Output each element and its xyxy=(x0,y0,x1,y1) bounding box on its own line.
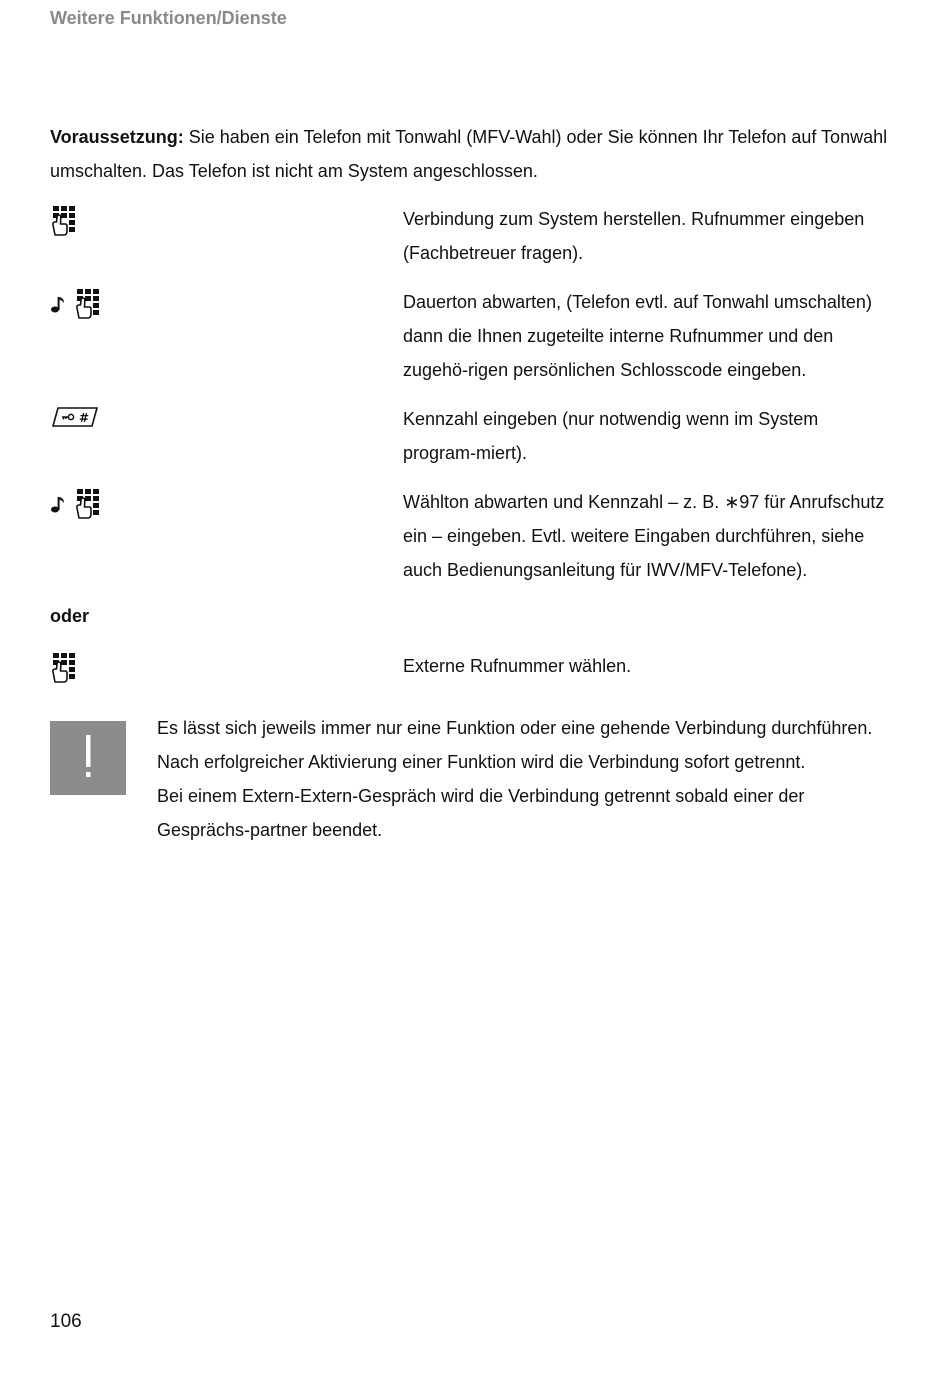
or-separator: oder xyxy=(50,606,90,626)
step-1-text: Verbindung zum System herstellen. Rufnummer eingeben (Fachbetreuer fragen). xyxy=(403,209,865,263)
step-2-icons xyxy=(50,288,106,320)
tone-note-icon xyxy=(50,494,66,514)
step-1-icons xyxy=(50,205,82,237)
note-line: Es lässt sich jeweils immer nur eine Funktion oder eine gehende Verbindung durchführen. xyxy=(157,718,873,738)
prerequisite-text: Sie haben ein Telefon mit Tonwahl (MFV-Wahl) oder Sie können Ihr Telefon auf Tonwahl umschalten. Das Telefon ist nicht am System angeschlossen. xyxy=(50,127,888,181)
tone-note-icon xyxy=(50,294,66,314)
note-box xyxy=(50,721,126,795)
alt-step-icons xyxy=(50,652,82,684)
prerequisite-label: Voraussetzung: xyxy=(50,127,184,147)
step-3-icons xyxy=(50,405,100,429)
key-hash-icon xyxy=(50,405,100,429)
note-line: Nach erfolgreicher Aktivierung einer Funktion wird die Verbindung sofort getrennt. xyxy=(157,752,806,772)
prerequisite-paragraph xyxy=(50,120,900,188)
step-4-text: Wählton abwarten und Kennzahl – z. B. ∗97 für Anrufschutz ein – eingeben. Evtl. weitere Eingaben durchführen, siehe auch Bedienungsanleitung für IWV/MFV-Telefone). xyxy=(403,492,885,580)
keypad-icon xyxy=(50,205,82,237)
step-2-text: Dauerton abwarten, (Telefon evtl. auf Tonwahl umschalten) dann die Ihnen zugeteilte interne Rufnummer und den zugehö-rigen persönlichen Schlosscode eingeben. xyxy=(403,292,872,380)
page-number: 106 xyxy=(50,1311,82,1332)
keypad-icon xyxy=(74,288,106,320)
note-text xyxy=(157,711,897,847)
step-4-icons xyxy=(50,488,106,520)
keypad-icon xyxy=(74,488,106,520)
page-header: Weitere Funktionen/Dienste xyxy=(50,8,287,28)
exclamation-icon xyxy=(50,721,126,795)
note-line: Bei einem Extern-Extern-Gespräch wird die Verbindung getrennt sobald einer der Gesprächs-partner beendet. xyxy=(157,786,805,840)
alt-step-text: Externe Rufnummer wählen. xyxy=(403,656,632,676)
keypad-icon xyxy=(50,652,82,684)
step-3-text: Kennzahl eingeben (nur notwendig wenn im System program-miert). xyxy=(403,409,819,463)
